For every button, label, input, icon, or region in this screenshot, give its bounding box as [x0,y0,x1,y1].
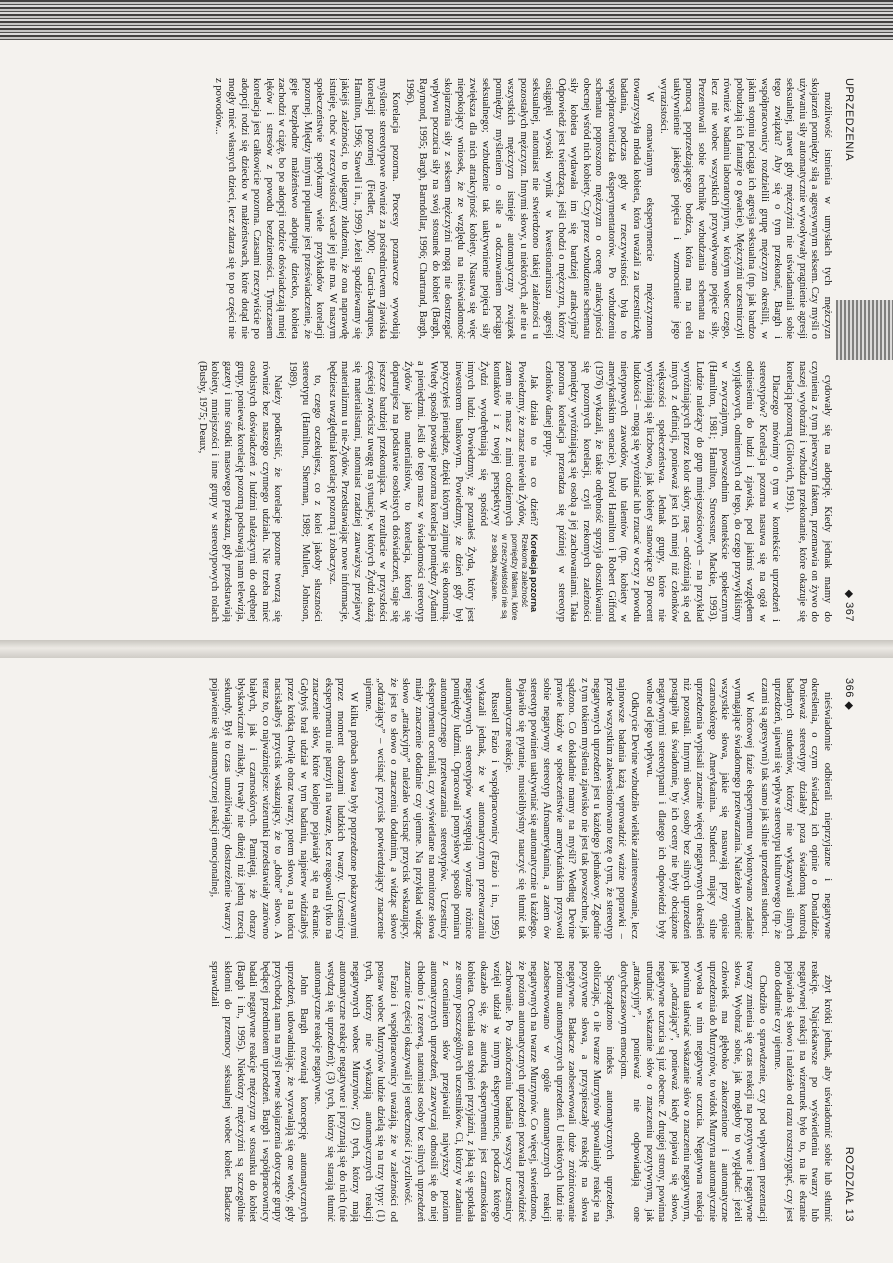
paragraph: Fazio i współpracownicy uważają, że w zależności od postaw wobec Murzynów ludzie dzielą się na trzy typy: (1) tych, którzy nie wykazują automatycznych reakcji negatywnych wobec Murzynów; (2) tych, którzy mają automatyczne reakcje negatywne i przyznają się do nich (nie wstydzą się uprzedzeń); (3) tych, którzy się starają tłumić automatyczne reakcje negatywne. [312,961,399,1222]
book-spine-fold [0,640,893,658]
paragraph: Dlaczego mówimy o tym w kontekście uprzedzeń i stereotypów? Korelacja pozorna nasuwa się na ogół w odniesieniu do ludzi i zjawisk, pod jakimś względem wyjątkowych, odmiennych od tego, do czego przywykliśmy w zwyczajnym, powszednim kontekście społecznym (Hamilton, 1981; Hamilton, Stroessner, Mackie, 1993). Ludzie należący do grup mniejszościowych – na przykład wyróżniających przez kolor skóry, rasę – odróżniają się od innych z definicji, ponieważ jest ich mniej niż członków większości społeczeństwa. Jednak grupy, które nie wyróżniają się liczbowo, jak kobiety stanowiące 50 procent ludzkości – mogą się wyróżniać lub rzucać w oczy z powodu nietypowych zawodów, lub talentów (np. kobiety w amerykańskim senacie). David Hamilton i Robert Gifford (1976) wykazali, że takie odrębność sprzyja doszukiwaniu się pozornych korelacji, czyli rzekomych zależności pomiędzy wyróżniającą się osobą a jej zachowaniami. Taka pozorna korelacja przeradza się później w stereotyp członków danej grupy. [542,361,781,622]
margin-definition [489,534,539,622]
running-head-title: ROZDZIAŁ 13 [843,1146,856,1222]
paragraph: John Bargh rozwinął koncepcję automatycznych uprzedzeń, udowadniając, że wyzwalają się one wtedy, gdy przychodzą nam na myśl pewne skojarzenia dotyczące grupy będącej przedmiotem uprzedzeń. Bargh i współpracownicy badali negatywne reakcje mężczyzn w stosunku do kobiet (Bargh i in., 1995). Niektórzy mężczyźni są szczególnie skłonni do przemocy seksualnej wobec kobiet. Badacze sprawdzali [209,961,309,1222]
text-column-right [43,961,833,1222]
running-head-title: UPRZEDZENIA [843,78,856,162]
paragraph: możliwość istnienia w umysłach tych mężczyzn skojarzeń pomiędzy siłą a agresywnym seksem. Czy myśli o używaniu siły automatycznie wywoływały pragnienie agresji seksualnej, nawet gdy mężczyźni nie uświadamiali sobie tego związku? Aby się o tym przekonać, Bargh i współpracownicy rozdzielili grupę mężczyzn określili, w jakim stopniu pociąga ich agresja seksualna (np. jak bardzo pobudzają ich fantazje o gwałcie). Mężczyźni uczestniczyli również w badaniu laboratoryjnym, w którym wobec czego, lecz nie wobec wszystkich przywoływano pojęcie siły. Prezentowali sobie technikę wzbudzania schematu za pomocą poprzedzającego bodźca, która ma na celu uaktywnienie jakiegoś pojęcia i wzmocnienie jego wyrazistości. [658,78,833,339]
page-number-value: 367 [843,602,855,622]
text-column-right [43,361,833,622]
text-columns [43,678,833,1222]
paragraph: Korelacja pozorna. Procesy poznawcze wywołują myślenie stereotypowe również za pośrednictwem zjawiska korelacji pozornej (Fiedler, 2000; Garcia-Marques, Hamilton, 1996; Stawell i in., 1999). Jeżeli spodziewamy się jakiejś zależności, to ulegamy złudzeniu, że ona naprawdę istnieje, choć w rzeczywistości wcale jej nie ma. W naszym społeczeństwie spotykamy wiele przykładów korelacji pozornej. Między innymi popularne jest przeświadczenie, że geje bezpłodne małżeństwo adoptuje dziecko, kobieta zachodzi w ciążę, bo po adopcji rodzice doświadczają mniej lęków i stresów z powodu bezdzietności. Tymczasem korelacja jest całkowicie pozorna. Czasami rzeczywiście po adopcji rodzi się dziecko w małżeństwach, które dotąd nie mogły mieć własnych dzieci, lecz zdarza się to po części nie z powodów... [213,78,401,339]
paragraph: Należy podkreślić, że korelacje pozorne tworzą się również bez naszego czynnego udziału. Nie trzeba mieć osobistych doświadczeń z ludźmi należącymi do odrębnej grupy, ponieważ korelację pozorną podsuwają nam telewizja, gazety i inne środki masowego przekazu, gdy przedstawiają kobiety, mniejszości i inne grupy w stereotypowych rolach (Busby, 1975; Deaux, [196,361,284,622]
left-page [20,660,870,1240]
margin-definition-term: Korelacja pozorna [529,534,540,613]
paragraph: to, czego oczekujesz, co z kolei jakoby słuszności stereotypu (Hamilton, Sherman, 1989; Mullen, Johnson, 1989). [287,361,324,622]
text-column-left [43,678,833,939]
margin-definition-text: Rzekoma zależność pomiędzy faktami, które w rzeczywistości nie są ze sobą związane. [490,534,530,621]
text-column-left [43,78,833,339]
paragraph: cydowały się na adopcję. Kiedy jednak mamy do czynienia z tym pierwszym faktem, przemawia on żywo do naszej wyobraźni i wzbudza przekonanie, które okazuje się korelacją pozorną (Gilovich, 1991). [784,361,833,622]
paragraph: Chodziło o sprawdzenie, czy pod wpływem prezentacji twarzy zmienia się czas reakcji na pozytywne i negatywne słowa. Wyobraź sobie, jak mogłoby to wyglądać: jeżeli człowiek ma głęboko zakorzenione i automatyczne uprzedzenia do Murzynów, to widok Murzyna automatycznie wywoła w nim negatywne uczucia. Negatywna reakcja powinna ułatwiać wskazanie słów o znaczeniu negatywnym, jak „odrażający”, ponieważ kiedy pojawia się słowo, negatywne uczucia są już obecne. Z drugiej strony, powinna utrudniać wskazanie słów o znaczeniu pozytywnym, jak „atrakcyjny”, ponieważ nie odpowiadają one dotychczasowym emocjom. [618,961,769,1222]
paragraph: Jak działa to na co dzień? Powiedzmy, że znasz niewielu Żydów, zatem nie masz z nimi codziennych kontaktów i z twojej perspektywy Żydzi wyodrębniają się spośród innych ludzi. Powiedzmy, że poznałeś Żyda, który jest inwestorem bankowym. Powiedzmy, że dzień gdy był pożyczyłeś pieniądze, dzięki którym zajmuje się ekonomią. Wtedy sposób powstaje pozorna korelacja pomiędzy Żydami a pieniędzmi. Jeśli do tego masz w świadomości stereotyp Żydów jako materialistów, to korelacja, której się dopatrujesz na podstawie osobistych doświadczeń, staje się jeszcze bardziej przekonująca. W rezultacie w przyszłości częściej zwrócisz uwagę na sytuacje, w których Żydzi okażą się materialistami, natomiast rzadziej zauważysz przejawy materializmu u nie-Żydów. Przedstawiając nowe informacje, będziesz uwzględniał korelację pozorną i zobaczysz. [326,361,540,622]
paragraph: Odkrycie Devine wzbudziło wielkie zainteresowanie, lecz najnowsze badania każą wprowadzić ważne poprawki – przede wszystkim zakwestionowano tezę o tym, że stereotyp negatywnych uprzedzeń jest u każdego jednakowy. Zgodnie z tym tokiem myślenia zjawisko nie jest tak powszechne, jak sądzono. Co dokładnie mamy na myśli? Według Devine prawie każdy w społeczeństwie amerykańskim przyswoił sobie negatywny stereotyp Afroamerykanina, a zatem ów stereotyp powinien uaktywniać się automatycznie u każdego. Pojawiło się pytanie, musielibyśmy nauczyć się tłumić tak automatyczne reakcje. [503,678,641,939]
text-columns [43,78,833,622]
running-head [843,678,856,1222]
paragraph: Sporządzono indeks automatycznych uprzedzeń, obliczając, o ile twarze Murzynów spowalniały reakcje na pozytywne słowa, a przyspieszały reakcję na słowa negatywne. Badacze zaobserwowali duże zróżnicowanie poziomu automatycznych uprzedzeń. U niektórych ludzi nie zaobserwowano w ogóle automatycznych reakcji negatywnych na twarze Murzynów. Co więcej, stwierdzono, że poziom automatycznych uprzedzeń pozwala przewidzieć zachowanie. Po zakończeniu badania wszyscy uczestnicy wzięli udział w innym eksperymencie, podczas którego okazało się, że autorką eksperymentu jest czarnoskóra kobieta. Oceniała ona stopień przyjaźni, z jaką się spotkała ze strony poszczególnych uczestników. Ci, którzy w zadaniu z ocenianiem słów przejawiali najwyższy poziom automatycznych uprzedzeń, zazwyczaj odnosili się do niej chłodno i z rezerwą, natomiast osoby bez silnych uprzedzeń znacznie częściej okazywali jej serdeczność i życzliwość. [402,961,615,1222]
paragraph: Russell Fazio i współpracownicy (Fazio i in., 1995) wykazali jednak, że w automatycznym przetwarzaniu negatywnych stereotypów występują wyraźne różnice pomiędzy ludźmi. Opracowali pomysłowy sposób pomiaru automatycznego przetwarzania stereotypów. Uczestnicy eksperymentu oceniali, czy wyświetlane na monitorze słowa miały znaczenie dodatnie czy ujemne. Na przykład widząc słowo „atrakcyjny” należało wcisnąć przycisk wskazujący, że jest to słowo o znaczeniu dodatnim, a widząc słowo „odrażający” – wciśnąć przycisk potwierdzający znaczenie ujemne. [362,678,500,939]
running-head [843,78,856,622]
page-number-value: 366 [843,678,855,698]
scan-edge-artifact [0,0,893,40]
paragraph: W omawianym eksperymencie mężczyznom towarzyszyła młoda kobieta, która uważali za uczestniczkę badania, podczas gdy w rzeczywistości była to współpracowniczka eksperymentatorów. Po wzbudzeniu schematu poproszono mężczyzn o ocenę atrakcyjności obecnej wśród nich kobiety. Czy przez wzbudzenie schematu siły kobieta wydawała im się bardziej atrakcyjna? Odpowiedź jest twierdząca, jeśli chodzi o mężczyzn, którzy osiągnęli wysoki wynik w kwestionariuszu agresji seksualnej, natomiast nie stwierdzono takiej zależności u pozostałych mężczyzn. Innymi słowy, u niektórych, ale nie u wszystkich mężczyzn istnieje automatyczny związek pomiędzy myśleniem o sile a odczuwaniem pociągu seksualnego; wzbudzenie tak uaktywnienie pojęcia siły zwiększa dla nich atrakcyjność kobiety. Nasuwa się więc niepokojący wniosek, że ze względu na nieświadomość skojarzenia siły z seksem mężczyźni mogą nie dostrzegać wpływu poczucia siły na swój stosunek do kobiet (Bargh, Raymond, 1995; Bargh, Barndollar, 1996; Chartrand, Bargh, 1996). [404,78,655,339]
right-page [20,60,870,640]
paragraph: W kilku próbach słowa były poprzedzone pokazywanymi przez moment obrazami ludzkich twarzy. Uczestnicy eksperymentu nie patrzyli na twarze, lecz reagowali tylko na znaczenie słów, które kolejno pojawiały się na ekranie. Gdybyś brał udział w tym badaniu, najpierw widziałbyś przez krótką chwilę obraz twarzy, potem słowo, a na końcu naciskałbyś przycisk wskazujący, że to „dobre” słowo. A teraz to, co najważniejsze: wizerunki przedstawiały zarówno białych, jak i czarnoskórych. Pamiętaj, że obrazy błyskawicznie znikały, trwały nie dłużej niż jedną trzecią sekundy. Był to czas umożliwiający dostrzeżenie twarzy i pojawienie się automatycznej reakcji emocjonalnej, [209,678,360,939]
paragraph: zbyt krótki jednak, aby uświadomić sobie lub stłumić reakcję. Najciekawsze po wyświetleniu twarzy lub negatywnej reakcji na wizerunek było to, na ile ekranie pojawiało się słowo i należało od razu rozstrzygnąć, czy jest ono dodatnie czy ujemne. [771,961,833,1222]
paragraph: nieświadomie odbierali nieprzyjazne i negatywne określenia, o czym świadczą ich opinie o Donaldzie. Ponieważ stereotypy działały poza świadomą kontrolą badanych studentów, którzy nie wykazywali silnych uprzedzeń, ujawnił się wpływ stereotypu kulturowego (np. że czarni są agresywni) tak samo jak silnie uprzedzeni studenci. [759,678,833,939]
paragraph: W końcowej fazie eksperymentu wykonywano zadanie wymagające świadomego przetwarzania. Należało wymienić wszystkie słowa, jakie się nasuwają przy opisie czarnoskórego Amerykanina. Studenci mający silne uprzedzenia wypisali znacznie więcej negatywnych określeń niż pozostali. Innymi słowy, osoby bez silnych uprzedzeń postąpiły tak świadomie, by ich oceny nie były obciążone negatywnymi stereotypami i dlatego ich odpowiedzi były wolne od jego wpływu. [643,678,756,939]
page-number: ◆ 367 [843,589,855,622]
page-number: 366 ◆ [843,678,855,711]
